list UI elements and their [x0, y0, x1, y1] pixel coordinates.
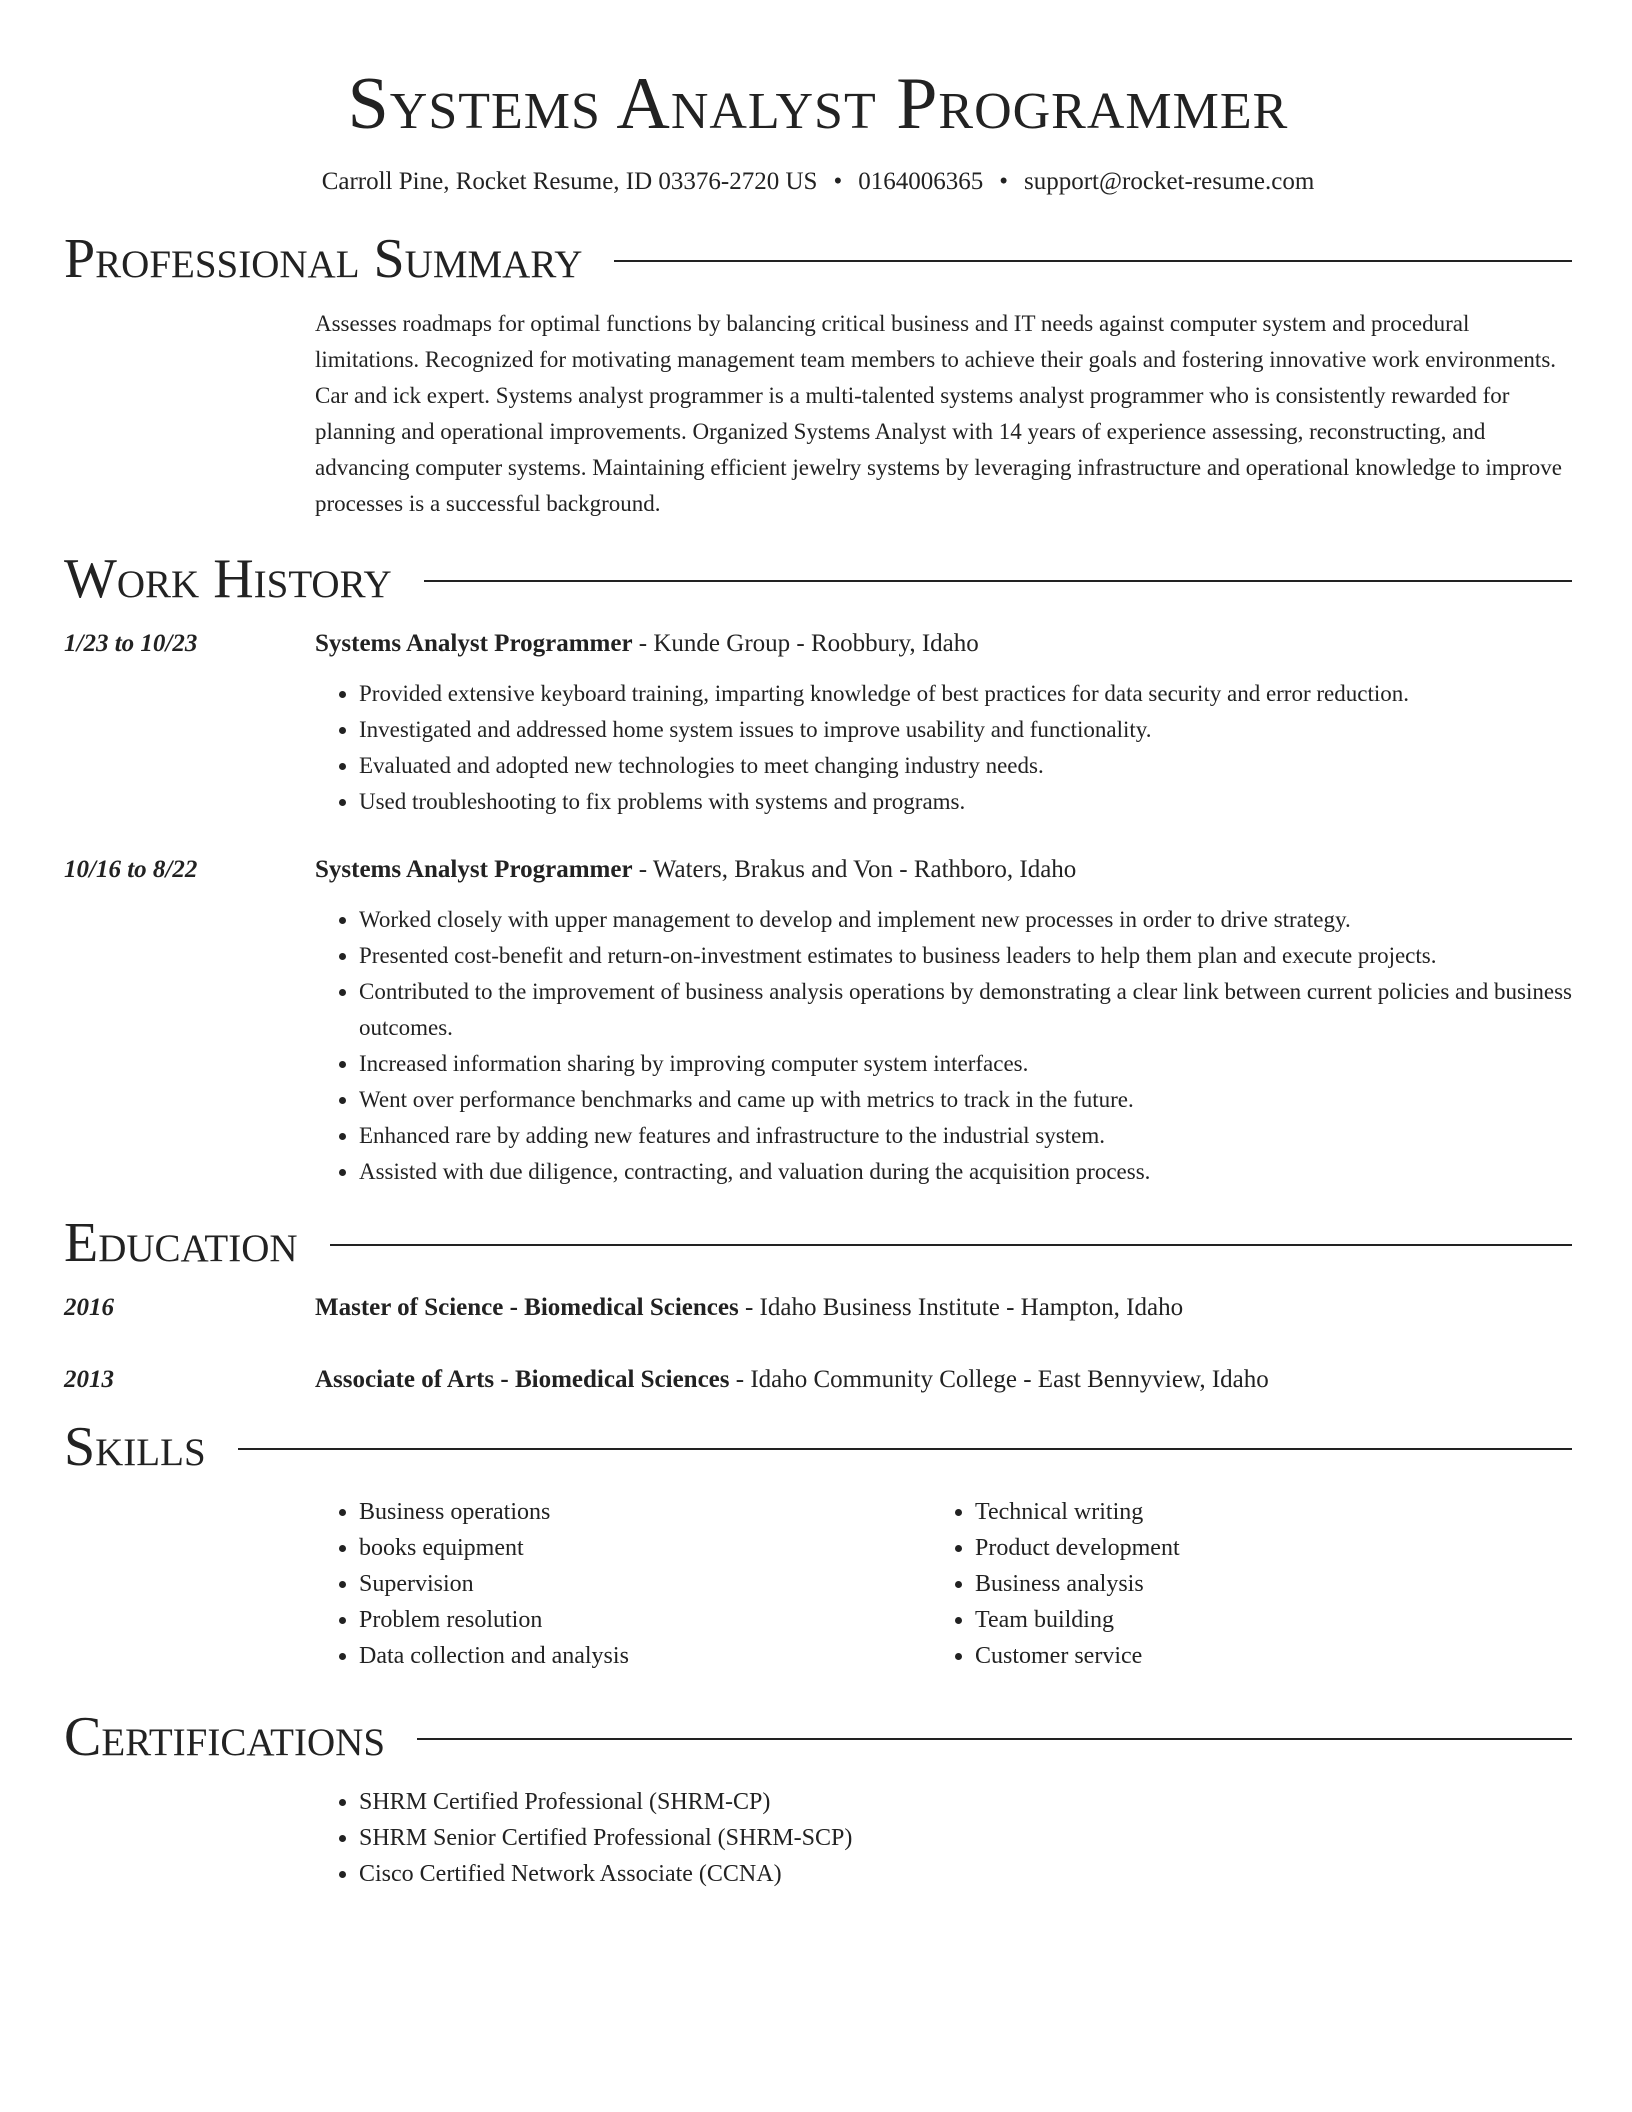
education-year: 2016	[64, 1294, 114, 1321]
list-item: • Data collection and analysis	[359, 1638, 931, 1674]
list-item: • SHRM Certified Professional (SHRM-CP)	[359, 1784, 1572, 1820]
education-entry	[64, 1362, 1572, 1398]
list-item: • Customer service	[975, 1638, 1180, 1674]
section-heading-summary	[64, 228, 1572, 290]
list-item: • Business analysis	[975, 1566, 1180, 1602]
certifications-items	[315, 1784, 1572, 1892]
section-title: Certifications	[64, 1706, 386, 1768]
contact-phone: 0164006365	[858, 168, 984, 195]
contact-separator: •	[999, 168, 1008, 195]
section-title: Education	[64, 1212, 298, 1274]
education-heading	[315, 1362, 1572, 1398]
section-title: Skills	[64, 1416, 206, 1478]
section-title: Work History	[64, 548, 392, 610]
section-title: Professional Summary	[64, 228, 583, 290]
skills-list	[315, 1494, 1572, 1674]
job-role: Systems Analyst Programmer	[315, 856, 633, 883]
education-details: - Idaho Business Institute - Hampton, Idaho	[738, 1294, 1184, 1321]
job-bullets	[315, 676, 1572, 820]
list-item: • Product development	[975, 1530, 1180, 1566]
job-entry	[64, 852, 1572, 1190]
skills-column-left	[315, 1494, 931, 1674]
job-entry	[64, 626, 1572, 820]
section-rule	[614, 260, 1572, 262]
list-item: • Supervision	[359, 1566, 931, 1602]
job-role: Systems Analyst Programmer	[315, 630, 633, 657]
section-heading-certifications	[64, 1706, 1572, 1768]
resume-page	[64, 0, 1572, 1892]
list-item: • Enhanced rare by adding new features and infrastructure to the industrial system.	[359, 1118, 1572, 1154]
list-item: • Increased information sharing by improving computer system interfaces.	[359, 1046, 1572, 1082]
section-rule	[424, 580, 1572, 582]
section-heading-education	[64, 1212, 1572, 1274]
education-degree: Associate of Arts - Biomedical Sciences	[315, 1366, 730, 1393]
list-item: • Investigated and addressed home system issues to improve usability and functionality.	[359, 712, 1572, 748]
list-item: • Presented cost-benefit and return-on-investment estimates to business leaders to help them plan and execute projects.	[359, 938, 1572, 974]
job-heading	[315, 852, 1572, 888]
list-item: • Cisco Certified Network Associate (CCNA)	[359, 1856, 1572, 1892]
section-rule	[330, 1244, 1572, 1246]
contact-line	[64, 166, 1572, 198]
contact-email: support@rocket-resume.com	[1024, 168, 1315, 195]
job-dates: 1/23 to 10/23	[64, 630, 198, 657]
list-item: • SHRM Senior Certified Professional (SHRM-SCP)	[359, 1820, 1572, 1856]
section-rule	[417, 1738, 1572, 1740]
list-item: • Worked closely with upper management to develop and implement new processes in order to drive strategy.	[359, 902, 1572, 938]
list-item: • Problem resolution	[359, 1602, 931, 1638]
certifications-list	[315, 1784, 1572, 1892]
contact-address: Carroll Pine, Rocket Resume, ID 03376-2720 US	[321, 168, 818, 195]
list-item: • Evaluated and adopted new technologies to meet changing industry needs.	[359, 748, 1572, 784]
job-details: - Kunde Group - Roobbury, Idaho	[632, 630, 979, 657]
list-item: • Business operations	[359, 1494, 931, 1530]
section-heading-skills	[64, 1416, 1572, 1478]
list-item: • books equipment	[359, 1530, 931, 1566]
resume-name: Systems Analyst Programmer	[347, 63, 1289, 145]
job-heading	[315, 626, 1572, 662]
list-item: • Team building	[975, 1602, 1180, 1638]
list-item: • Used troubleshooting to fix problems with systems and programs.	[359, 784, 1572, 820]
skills-column-right	[931, 1494, 1180, 1674]
education-entry	[64, 1290, 1572, 1326]
list-item: • Assisted with due diligence, contracting, and valuation during the acquisition process.	[359, 1154, 1572, 1190]
job-details: - Waters, Brakus and Von - Rathboro, Idaho	[632, 856, 1077, 883]
contact-separator: •	[833, 168, 843, 195]
education-heading	[315, 1290, 1572, 1326]
list-item: • Provided extensive keyboard training, imparting knowledge of best practices for data security and error reduction.	[359, 676, 1572, 712]
list-item: • Technical writing	[975, 1494, 1180, 1530]
summary-text: Assesses roadmaps for optimal functions by balancing critical business and IT needs against computer system and procedural limitations. Recognized for motivating management team members to achieve their goals and fostering innovative work environments. Car and ick expert. Systems analyst programmer is a multi-talented systems analyst programmer who is consistently rewarded for planning and operational improvements. Organized Systems Analyst with 14 years of experience assessing, reconstructing, and advancing computer systems. Maintaining efficient jewelry systems by leveraging infrastructure and operational knowledge to improve processes is a successful background.	[315, 311, 1562, 516]
list-item: • Contributed to the improvement of business analysis operations by demonstrating a clear link between current policies and business outcomes.	[359, 974, 1572, 1046]
education-year: 2013	[64, 1366, 114, 1393]
education-details: - Idaho Community College - East Bennyview, Idaho	[729, 1366, 1269, 1393]
job-dates: 10/16 to 8/22	[64, 856, 198, 883]
job-bullets	[315, 902, 1572, 1190]
list-item: • Went over performance benchmarks and came up with metrics to track in the future.	[359, 1082, 1572, 1118]
section-rule	[238, 1448, 1572, 1450]
section-heading-work-history	[64, 548, 1572, 610]
education-degree: Master of Science - Biomedical Sciences	[315, 1294, 739, 1321]
